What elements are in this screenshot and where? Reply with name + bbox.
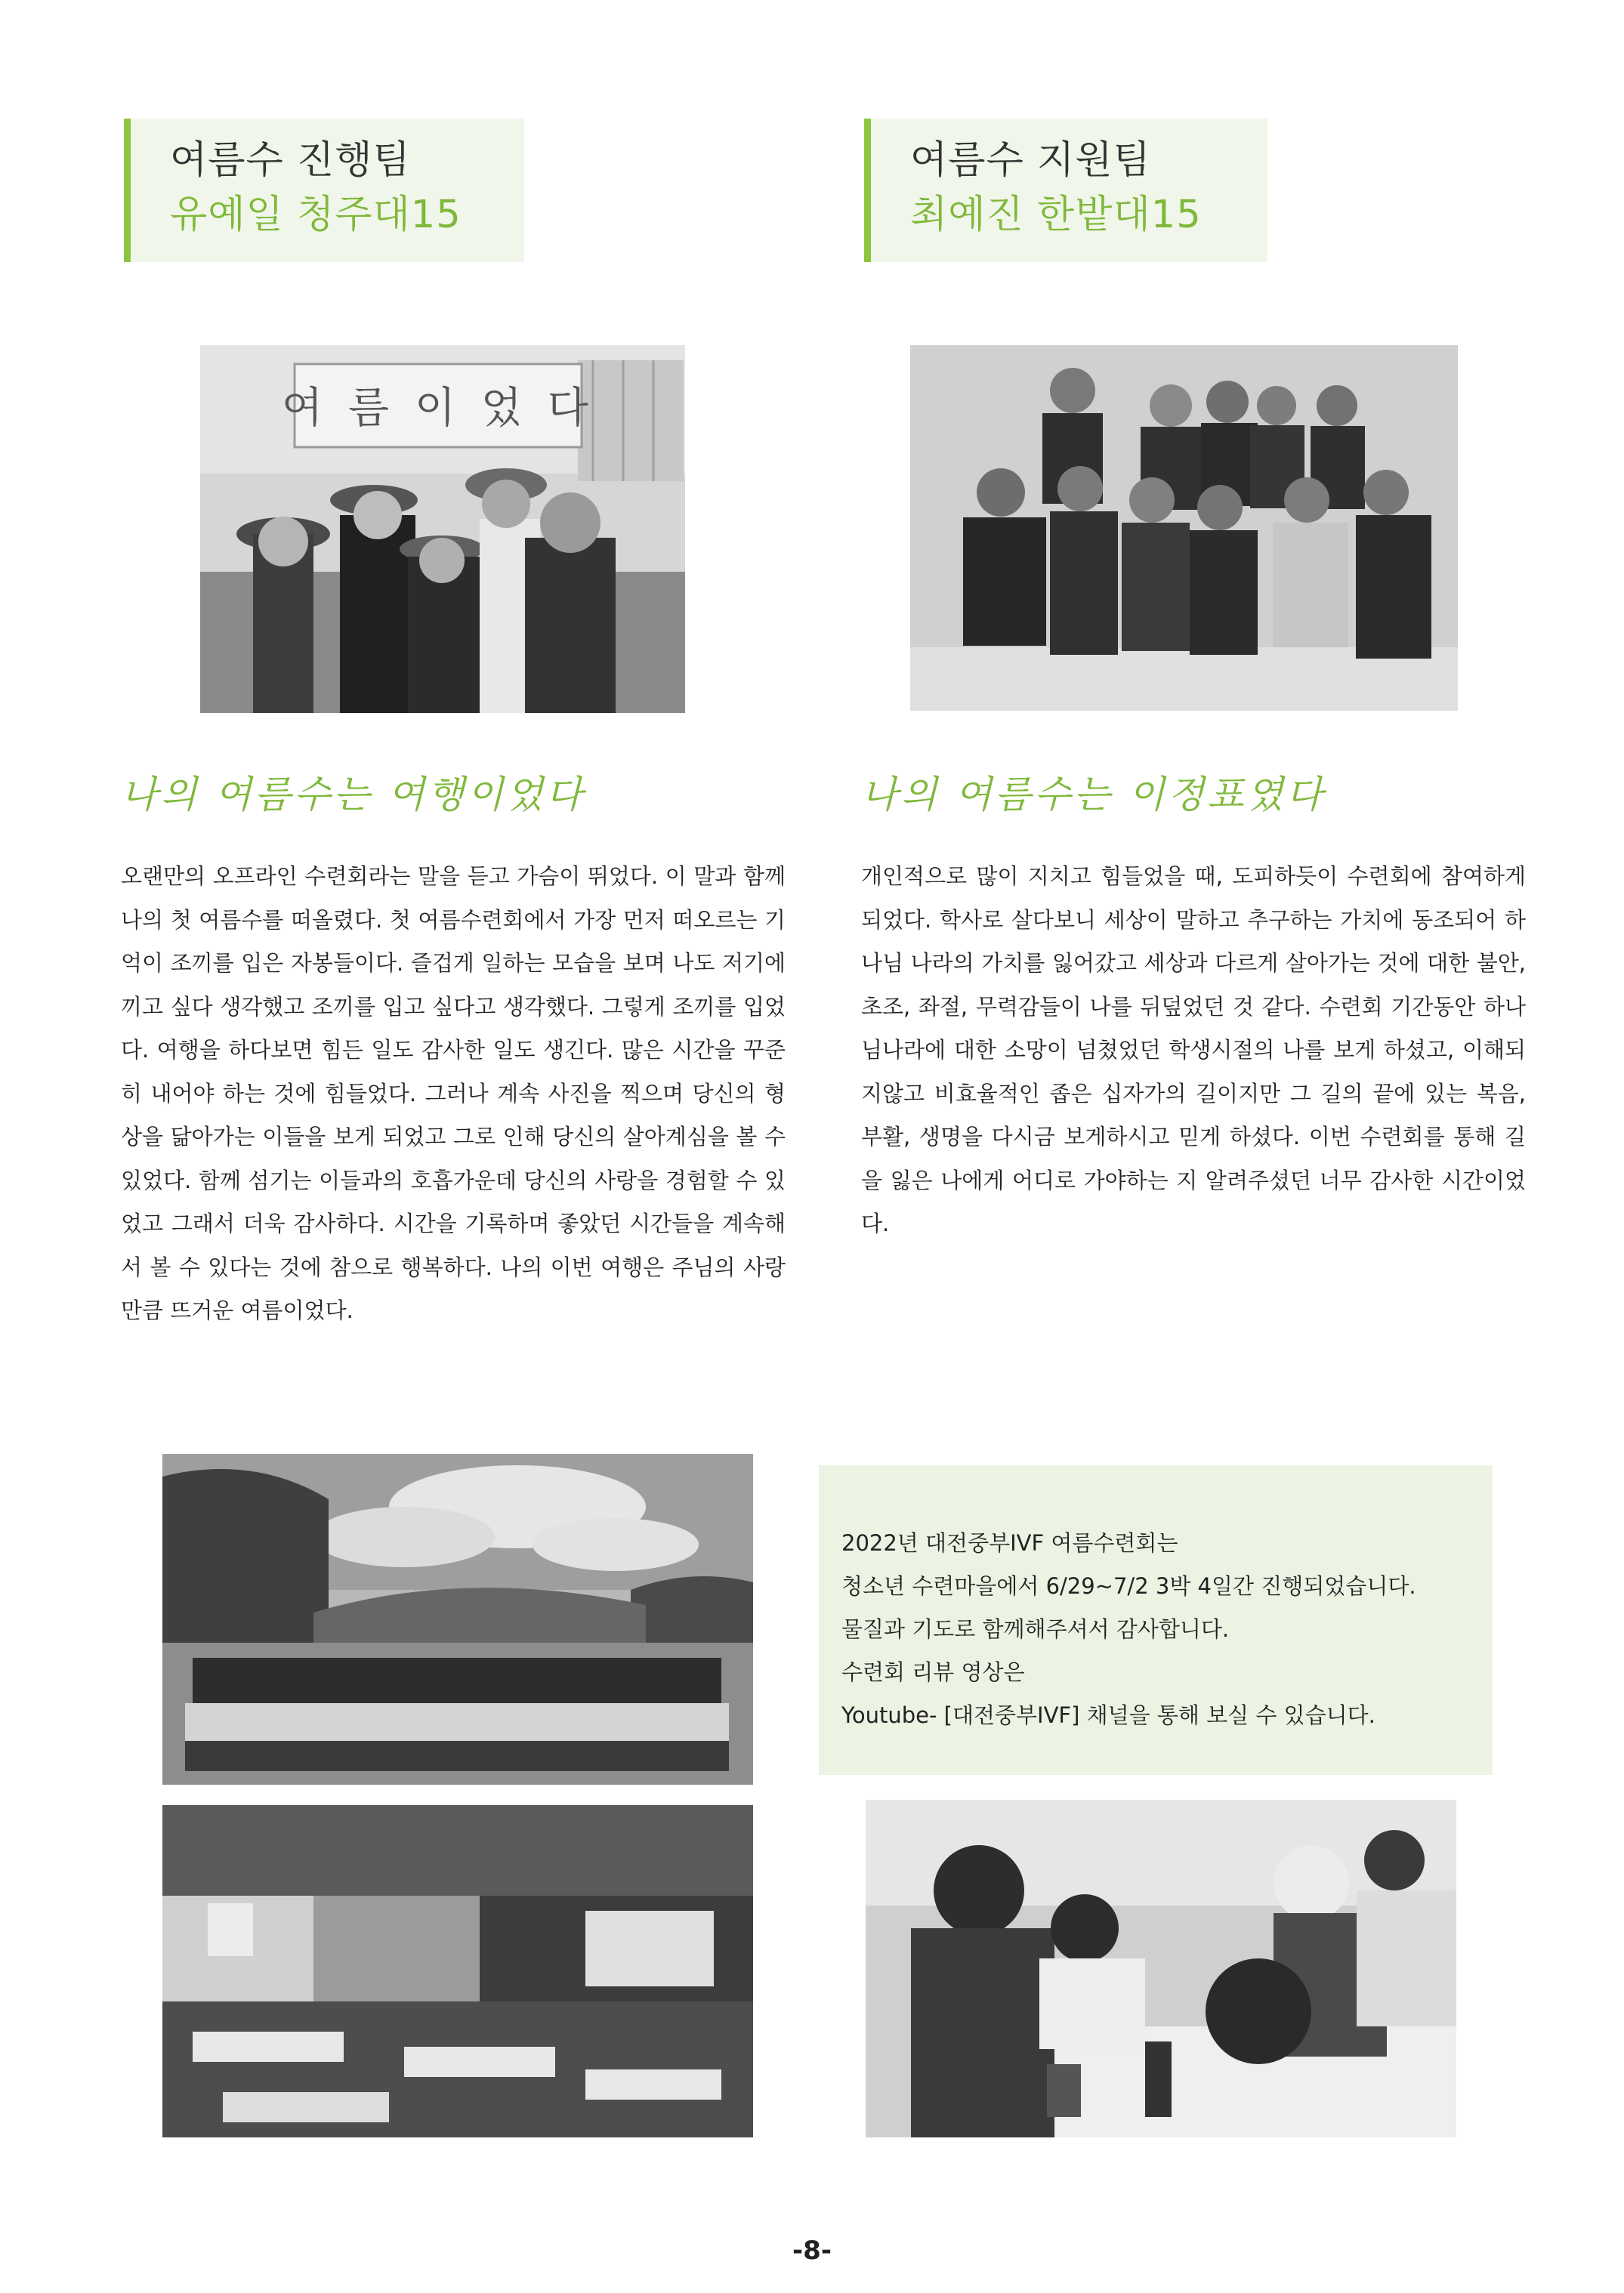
info-box <box>819 1465 1493 1775</box>
right-subtitle: 나의 여름수는 이정표였다 <box>861 773 1326 816</box>
right-header-name: 최예진 한밭대15 <box>910 193 1202 237</box>
info-line-2: 청소년 수련마을에서 6/29~7/2 3박 4일간 진행되었습니다. <box>841 1573 1416 1599</box>
left-header-box <box>124 119 524 262</box>
left-subtitle: 나의 여름수는 여행이었다 <box>121 773 586 816</box>
group-outdoor-photo <box>162 1454 753 1785</box>
banner-text: 여 름 이 었 다 <box>282 384 594 433</box>
right-staff-photo <box>910 345 1458 711</box>
discussion-photo <box>866 1800 1456 2137</box>
right-paragraph: 개인적으로 많이 지치고 힘들었을 때, 도피하듯이 수련회에 참여하게 되었다. 학사로 살다보니 세상이 말하고 추구하는 가치에 동조되어 하나님 나라의 가치를 잃어갔고 세상과 다르게 살아가는 것에 대한 불안, 초조, 좌절, 무력감들이 나를 뒤덮었던 것 같다. 수련회 기간동안 하나님나라에 대한 소망이 넘쳤었던 학생시절의 나를 보게 하셨고, 이해되지않고 비효율적인 좁은 십자가의 길이지만 그 길의 끝에 있는 복음, 부활, 생명을 다시금 보게하시고 믿게 하셨다. 이번 수련회를 통해 길을 잃은 나에게 어디로 가야하는 지 알려주셨던 너무 감사한 시간이었다. <box>861 863 1526 1236</box>
info-line-1: 2022년 대전중부IVF 여름수련회는 <box>841 1530 1178 1556</box>
info-line-3: 물질과 기도로 함께해주셔서 감사합니다. <box>841 1616 1230 1642</box>
info-line-5: Youtube- [대전중부IVF] 채널을 통해 보실 수 있습니다. <box>841 1702 1375 1728</box>
right-header-box <box>864 119 1267 262</box>
left-team-photo <box>200 345 685 713</box>
right-header-role: 여름수 지원팀 <box>910 138 1151 183</box>
left-paragraph: 오랜만의 오프라인 수련회라는 말을 듣고 가슴이 뛰었다. 이 말과 함께 나의 첫 여름수를 떠올렸다. 첫 여름수련회에서 가장 먼저 떠오르는 기억이 조끼를 입은 자봉들이다. 즐겁게 일하는 모습을 보며 나도 저기에 끼고 싶다 생각했고 조끼를 입고 싶다고 생각했다. 그렇게 조끼를 입었다. 여행을 하다보면 힘든 일도 감사한 일도 생긴다. 많은 시간을 꾸준히 내어야 하는 것에 힘들었다. 그러나 계속 사진을 찍으며 당신의 형상을 닮아가는 이들을 보게 되었고 그로 인해 당신의 살아계심을 볼 수 있었다. 함께 섬기는 이들과의 호흡가운데 당신의 사랑을 경험할 수 있었고 그래서 더욱 감사하다. 시간을 기록하며 좋았던 시간들을 계속해서 볼 수 있다는 것에 참으로 행복하다. 나의 이번 여행은 주님의 사랑만큼 뜨거운 여름이었다. <box>121 863 786 1323</box>
page-number: -8- <box>792 2236 832 2266</box>
info-line-4: 수련회 리뷰 영상은 <box>841 1659 1025 1685</box>
left-header-name: 유예일 청주대15 <box>170 193 462 237</box>
left-header-role: 여름수 진행팀 <box>170 138 411 183</box>
hall-photo <box>162 1805 753 2137</box>
